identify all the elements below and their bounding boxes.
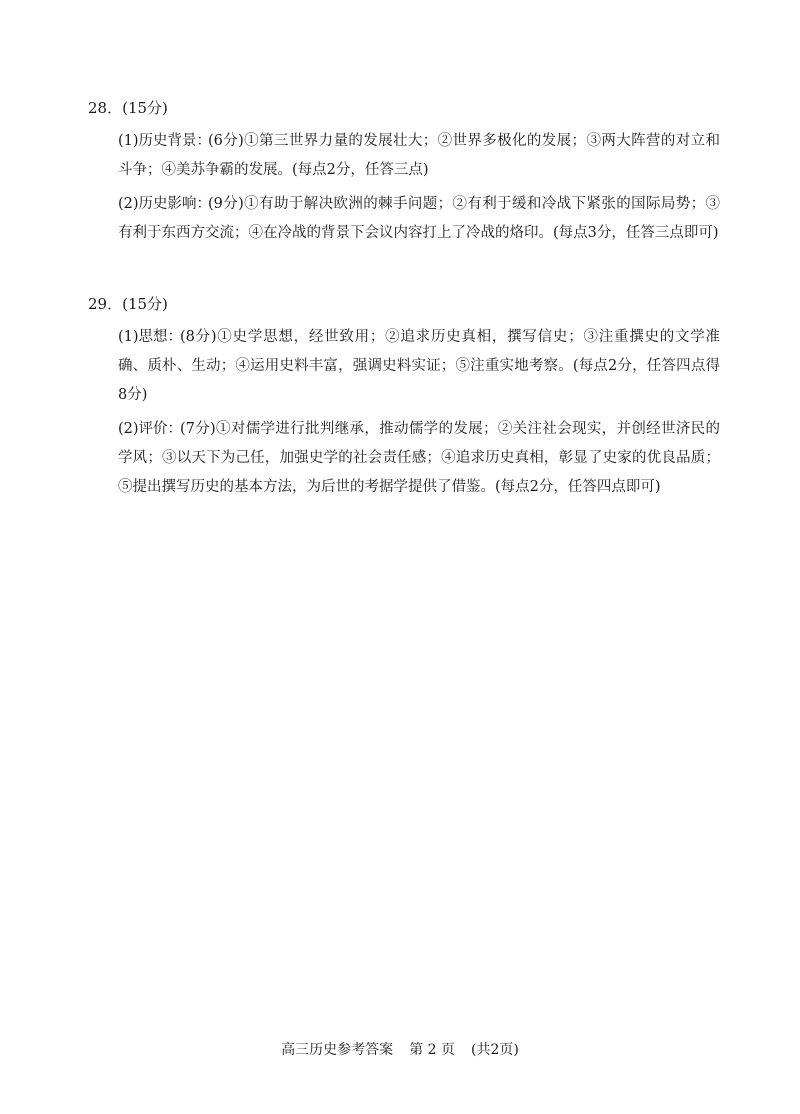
sub-answer-text: (7分)①对儒学进行批判继承，推动儒学的发展；②关注社会现实，并创经世济民的学风；③以天下为己任，加强史学的社会责任感；④追求历史真相，彰显了史家的优良品质；⑤提出撰写历史的基本方法，为后世的考据学提供了借鉴。(每点2分，任答四点即可) (118, 421, 720, 495)
question-29 (88, 294, 728, 502)
question-title: 28．(15分) (88, 99, 168, 117)
sub-answer-label: (2)历史影响： (118, 196, 212, 212)
sub-answer (118, 127, 720, 185)
sub-answer (118, 415, 720, 502)
question-title: 29．(15分) (88, 295, 168, 313)
sub-answer-text: (8分)①史学思想，经世致用；②追求历史真相，撰写信史；③注重撰史的文学准确、质朴、生动；④运用史料丰富，强调史料实证；⑤注重实地考察。(每点2分，任答四点得8分) (118, 329, 720, 403)
sub-answer-label: (2)评价： (118, 421, 183, 437)
sub-answer-label: (1)历史背景： (118, 133, 212, 149)
sub-answer-text: (6分)①第三世界力量的发展壮大；②世界多极化的发展；③两大阵营的对立和斗争；④美苏争霸的发展。(每点2分，任答三点) (118, 133, 720, 178)
page-footer (0, 1040, 800, 1060)
sub-answer (118, 323, 720, 410)
footer-page-number: 第 2 页 (409, 1042, 455, 1058)
sub-answer-text: (9分)①有助于解决欧洲的棘手问题；②有利于缓和冷战下紧张的国际局势；③有利于东西方交流；④在冷战的背景下会议内容打上了冷战的烙印。(每点3分，任答三点即可) (118, 196, 720, 241)
footer-total-pages: (共2页) (470, 1042, 519, 1058)
sub-answer-label: (1)思想： (118, 329, 183, 345)
footer-title: 高三历史参考答案 (281, 1042, 394, 1058)
question-28 (88, 98, 728, 248)
sub-answer (118, 190, 720, 248)
